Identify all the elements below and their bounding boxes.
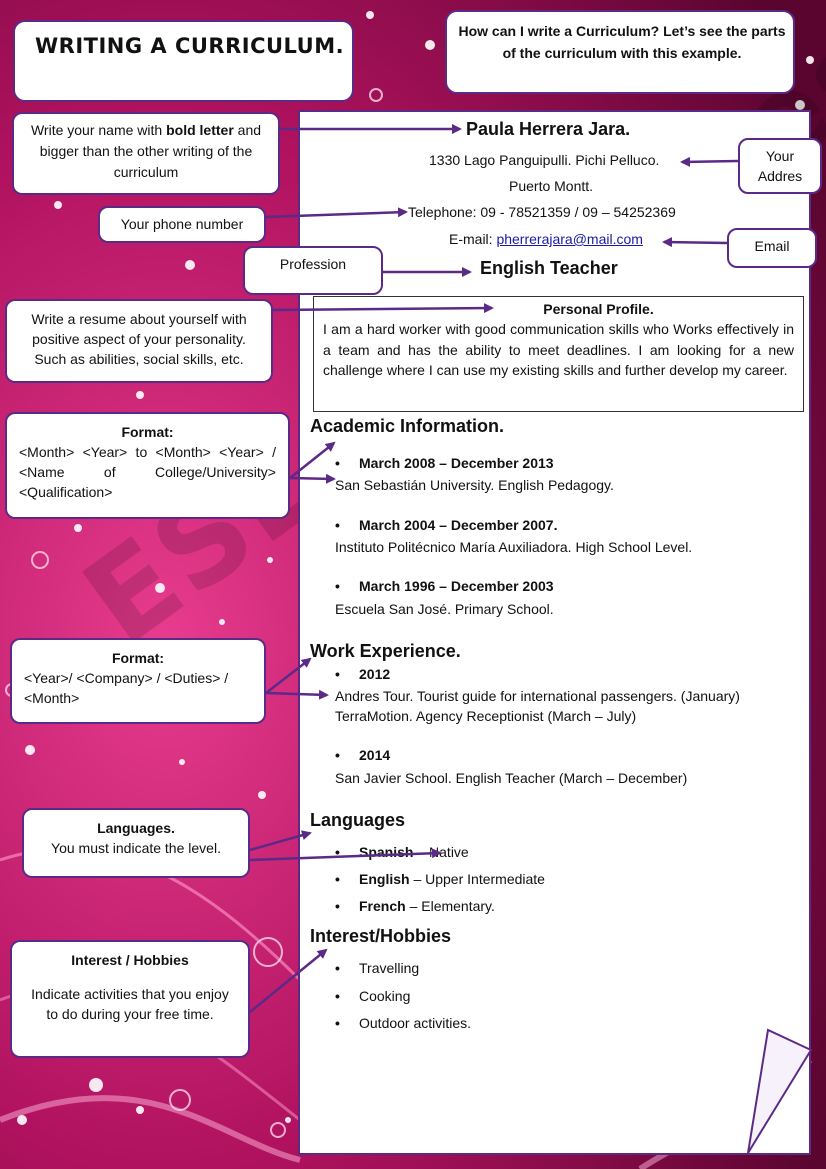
language-level: – Upper Intermediate — [409, 871, 545, 887]
work-year-1: • 2012 — [359, 666, 390, 682]
profile-box — [313, 296, 804, 412]
cv-telephone: Telephone: 09 - 78521359 / 09 – 54252369 — [408, 204, 676, 220]
language-level: – Elementary. — [405, 898, 495, 914]
work-line-2: TerraMotion. Agency Receptionist (March – July) — [335, 708, 637, 724]
note-hobbies — [10, 940, 250, 1058]
note-profession-text: Profession — [279, 256, 347, 272]
note-hobbies-body: Indicate activities that you enjoy to do during your free time. — [31, 986, 229, 1022]
note-email-text: Email — [754, 238, 790, 254]
page-title: WRITING A CURRICULUM. — [35, 34, 345, 58]
note-address — [738, 138, 822, 194]
intro-question-box — [445, 10, 795, 94]
academic-heading: Academic Information. — [310, 416, 505, 436]
language-name: Spanish — [359, 844, 414, 860]
languages-heading: Languages — [310, 810, 406, 830]
hobby-item: • Travelling — [359, 960, 419, 976]
cv-address-line1: 1330 Lago Panguipulli. Pichi Pelluco. — [429, 152, 660, 168]
work-year-2: • 2014 — [359, 747, 390, 763]
note-format-work — [10, 638, 266, 724]
profile-title: Personal Profile. — [543, 301, 654, 317]
note-languages-body: You must indicate the level. — [51, 840, 221, 856]
language-item — [359, 844, 469, 860]
title-box — [13, 20, 354, 102]
note-format-academic — [5, 412, 290, 519]
work-line-3: San Javier School. English Teacher (March – December) — [335, 770, 688, 786]
note-format-academic-body: <Month> <Year> to <Month> <Year> / <Name of College/University> <Qualification> — [19, 444, 276, 500]
cv-email-link[interactable]: pherrerajara@mail.com — [496, 231, 643, 247]
note-format-work-body: <Year>/ <Company> / <Duties> / <Month> — [24, 670, 229, 706]
academic-detail-1: San Sebastián University. English Pedagogy. — [335, 477, 614, 493]
note-languages-title: Languages. — [97, 820, 175, 836]
hobby-item: • Outdoor activities. — [359, 1015, 471, 1031]
note-format-work-title: Format: — [111, 650, 165, 666]
note-languages — [22, 808, 250, 878]
work-line-1: Andres Tour. Tourist guide for international passengers. (January) — [335, 688, 740, 704]
note-format-academic-title: Format: — [121, 424, 174, 440]
academic-period-1: • March 2008 – December 2013 — [359, 455, 554, 471]
note-phone — [98, 206, 266, 243]
note-name-bold: bold letter — [166, 122, 234, 138]
hobby-item: • Cooking — [359, 988, 410, 1004]
note-name-text-post: and bigger than the other writing of the curriculum — [39, 122, 262, 180]
note-profession — [243, 246, 383, 295]
cv-email-line — [449, 231, 643, 247]
cv-address-line2: Puerto Montt. — [509, 178, 594, 194]
note-name — [12, 112, 280, 195]
language-item — [359, 898, 495, 914]
hobbies-heading: Interest/Hobbies — [310, 926, 452, 946]
language-name: French — [359, 898, 406, 914]
academic-period-2: • March 2004 – December 2007. — [359, 517, 557, 533]
note-name-text-pre: Write your name with — [30, 122, 167, 138]
academic-period-3: • March 1996 – December 2003 — [359, 578, 554, 594]
note-resume-text: Write a resume about yourself with positive aspect of your personality. Such as abilities, social skills, etc. — [31, 311, 247, 367]
profile-text: I am a hard worker with good communication skills who Works effectively in a team and has the ability to meet deadlines. I am looking for a new challenge where I can use my existing skills and further develop my career. — [323, 321, 794, 378]
language-level: – Native — [413, 844, 469, 860]
note-phone-text: Your phone number — [120, 216, 244, 232]
cv-email-label: E-mail: — [449, 231, 497, 247]
academic-detail-3: Escuela San José. Primary School. — [335, 601, 554, 617]
note-email — [727, 228, 817, 268]
intro-question: How can I write a Curriculum? Let’s see the parts of the curriculum with this example. — [458, 23, 786, 61]
work-heading: Work Experience. — [310, 641, 461, 661]
note-resume — [5, 299, 273, 383]
cv-name: Paula Herrera Jara. — [466, 119, 631, 139]
note-hobbies-title: Interest / Hobbies — [71, 952, 189, 968]
note-address-text: Your Addres — [757, 148, 803, 184]
cv-profession: English Teacher — [480, 258, 618, 278]
language-name: English — [359, 871, 410, 887]
language-item — [359, 871, 545, 887]
academic-detail-2: Instituto Politécnico María Auxiliadora. High School Level. — [335, 539, 693, 555]
